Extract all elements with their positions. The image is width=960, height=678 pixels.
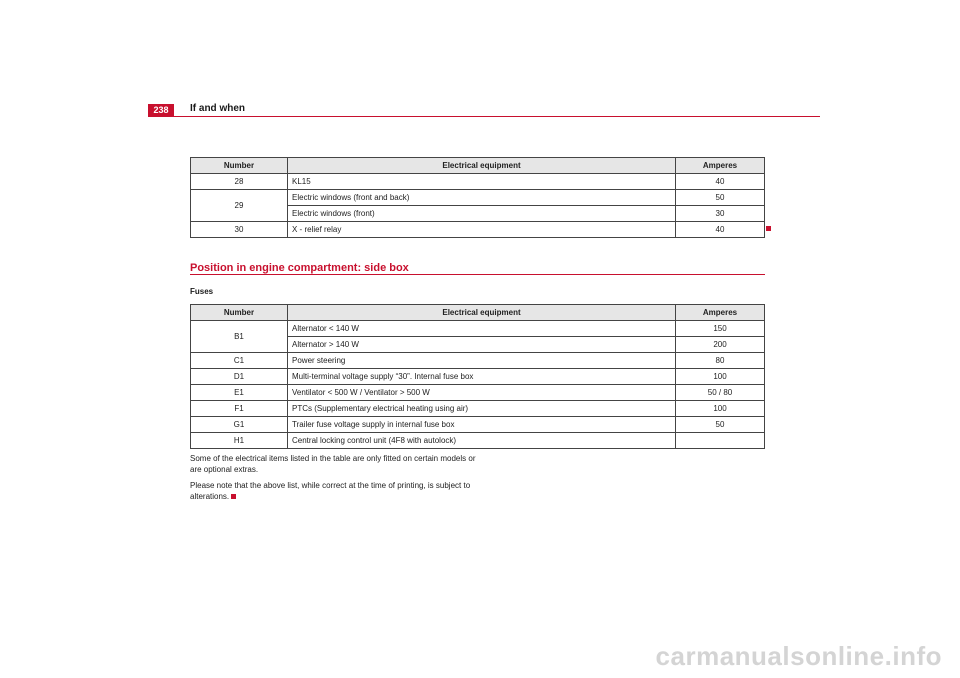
fuse-amperes: 100 [676, 369, 765, 385]
fuse-number: H1 [191, 433, 288, 449]
fuse-amperes: 40 [676, 174, 765, 190]
fuses-subheading: Fuses [190, 287, 214, 296]
fuse-equipment: Multi-terminal voltage supply “30”. Internal fuse box [288, 369, 676, 385]
table-header-row [191, 158, 765, 174]
fuse-amperes: 80 [676, 353, 765, 369]
fuse-equipment: KL15 [288, 174, 676, 190]
fuse-equipment: Electric windows (front and back) [288, 190, 676, 206]
fuse-amperes: 200 [676, 337, 765, 353]
section-rule [190, 274, 765, 275]
fuse-equipment: Power steering [288, 353, 676, 369]
fuse-equipment: Ventilator < 500 W / Ventilator > 500 W [288, 385, 676, 401]
fuse-amperes: 100 [676, 401, 765, 417]
fuse-amperes: 50 [676, 417, 765, 433]
chapter-title: If and when [190, 103, 245, 114]
fuse-equipment: Electric windows (front) [288, 206, 676, 222]
column-header-equipment: Electrical equipment [288, 158, 676, 174]
table-row [191, 353, 765, 369]
column-header-number: Number [191, 158, 288, 174]
fuse-amperes: 50 [676, 190, 765, 206]
fuse-number: C1 [191, 353, 288, 369]
watermark: carmanualsonline.info [655, 641, 942, 671]
fuse-table-side-box [190, 304, 765, 449]
fuse-amperes: 150 [676, 321, 765, 337]
fuse-equipment: Alternator < 140 W [288, 321, 676, 337]
table-row [191, 417, 765, 433]
section-title: Position in engine compartment: side box [190, 262, 409, 274]
fuse-number: G1 [191, 417, 288, 433]
table-row [191, 369, 765, 385]
table-row [191, 401, 765, 417]
note-alterations-text: Please note that the above list, while correct at the time of printing, is subject to alterations. [190, 481, 471, 501]
fuse-equipment: Alternator > 140 W [288, 337, 676, 353]
fuse-equipment: Central locking control unit (4F8 with autolock) [288, 433, 676, 449]
fuse-equipment: Trailer fuse voltage supply in internal fuse box [288, 417, 676, 433]
column-header-number: Number [191, 305, 288, 321]
fuse-number: E1 [191, 385, 288, 401]
page-number: 238 [148, 104, 174, 117]
table-row [191, 174, 765, 190]
fuse-amperes: 30 [676, 206, 765, 222]
fuse-number: 30 [191, 222, 288, 238]
fuse-equipment: PTCs (Supplementary electrical heating using air) [288, 401, 676, 417]
table-row [191, 222, 765, 238]
column-header-amperes: Amperes [676, 158, 765, 174]
note-alterations [190, 480, 480, 502]
fuse-number: 29 [191, 190, 288, 222]
fuse-number: 28 [234, 177, 244, 186]
fuse-amperes: 40 [676, 222, 765, 238]
column-header-amperes: Amperes [676, 305, 765, 321]
table-header-row [191, 305, 765, 321]
note-optional-extras: Some of the electrical items listed in the table are only fitted on certain models or are optional extras. [190, 454, 476, 474]
table-row [191, 321, 765, 337]
table-row [191, 190, 765, 206]
section-end-marker [766, 226, 771, 231]
table-row [191, 433, 765, 449]
fuse-amperes: 50 / 80 [676, 385, 765, 401]
fuse-number: B1 [234, 332, 244, 341]
end-marker-icon [231, 494, 236, 499]
table-row [191, 385, 765, 401]
fuse-number: F1 [191, 401, 288, 417]
column-header-equipment: Electrical equipment [288, 305, 676, 321]
fuse-number: D1 [191, 369, 288, 385]
fuse-equipment: X - relief relay [288, 222, 676, 238]
fuse-amperes [676, 433, 765, 449]
fuse-table-main [190, 157, 765, 238]
header-rule [148, 116, 820, 117]
